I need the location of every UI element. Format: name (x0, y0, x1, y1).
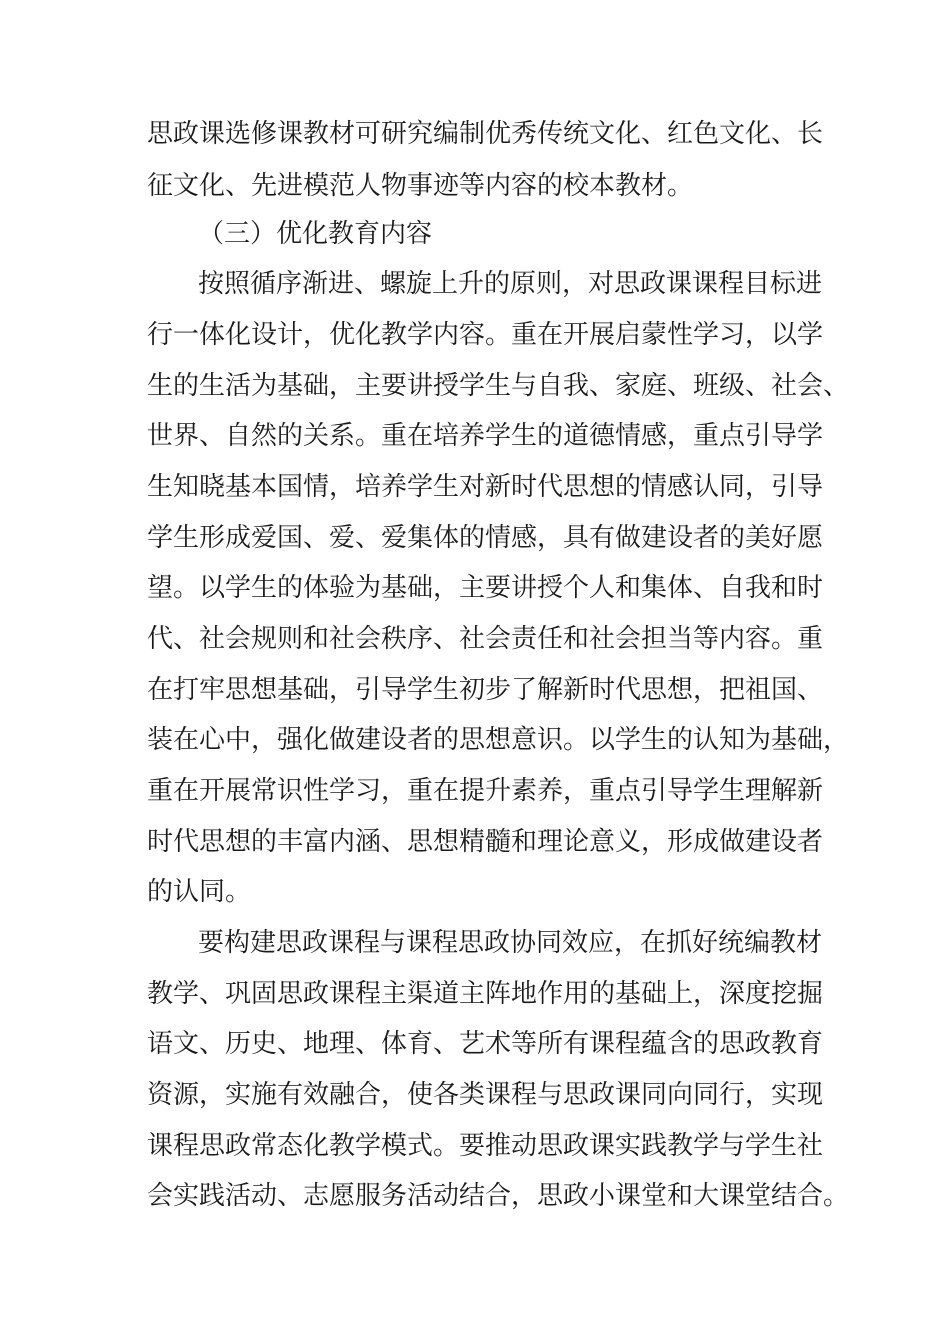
body-text-line: 思政课选修课教材可研究编制优秀传统文化、红色文化、长 (147, 119, 824, 149)
body-text-line: 行一体化设计，优化教学内容。重在开展启蒙性学习，以学 (147, 320, 824, 350)
body-text-line: 教学、巩固思政课程主渠道主阵地作用的基础上，深度挖掘 (147, 979, 824, 1009)
body-text-line: 望。以学生的体验为基础，主要讲授个人和集体、自我和时 (147, 573, 824, 603)
body-text-line: 资源，实施有效融合，使各类课程与思政课同向同行，实现 (147, 1080, 824, 1110)
body-text-line: 学生形成爱国、爱、爱集体的情感，具有做建设者的美好愿 (147, 523, 824, 553)
section-heading: （三）优化教育内容 (198, 219, 433, 249)
body-text-line: 时代思想的丰富内涵、思想精髓和理论意义，形成做建设者 (147, 827, 824, 857)
body-text-line: 课程思政常态化教学模式。要推动思政课实践教学与学生社 (147, 1131, 824, 1161)
body-text-line: 重在开展常识性学习，重在提升素养，重点引导学生理解新 (147, 776, 824, 806)
body-text-line: 要构建思政课程与课程思政协同效应，在抓好统编教材 (198, 928, 823, 958)
body-text-line: 会实践活动、志愿服务活动结合，思政小课堂和大课堂结合。 (147, 1181, 850, 1211)
body-text-line: 世界、自然的关系。重在培养学生的道德情感，重点引导学 (147, 421, 824, 451)
body-text-line: 征文化、先进模范人物事迹等内容的校本教材。 (147, 171, 694, 201)
body-text-line: 在打牢思想基础，引导学生初步了解新时代思想，把祖国、 (147, 675, 824, 705)
body-text-line: 的认同。 (147, 877, 252, 907)
body-text-line: 按照循序渐进、螺旋上升的原则，对思政课课程目标进 (198, 269, 823, 299)
body-text-line: 装在心中，强化做建设者的思想意识。以学生的认知为基础， (147, 725, 850, 755)
body-text-line: 代、社会规则和社会秩序、社会责任和社会担当等内容。重 (147, 624, 824, 654)
body-text-line: 语文、历史、地理、体育、艺术等所有课程蕴含的思政教育 (147, 1029, 824, 1059)
body-text-line: 生知晓基本国情，培养学生对新时代思想的情感认同，引导 (147, 472, 824, 502)
body-text-line: 生的生活为基础，主要讲授学生与自我、家庭、班级、社会、 (147, 371, 850, 401)
